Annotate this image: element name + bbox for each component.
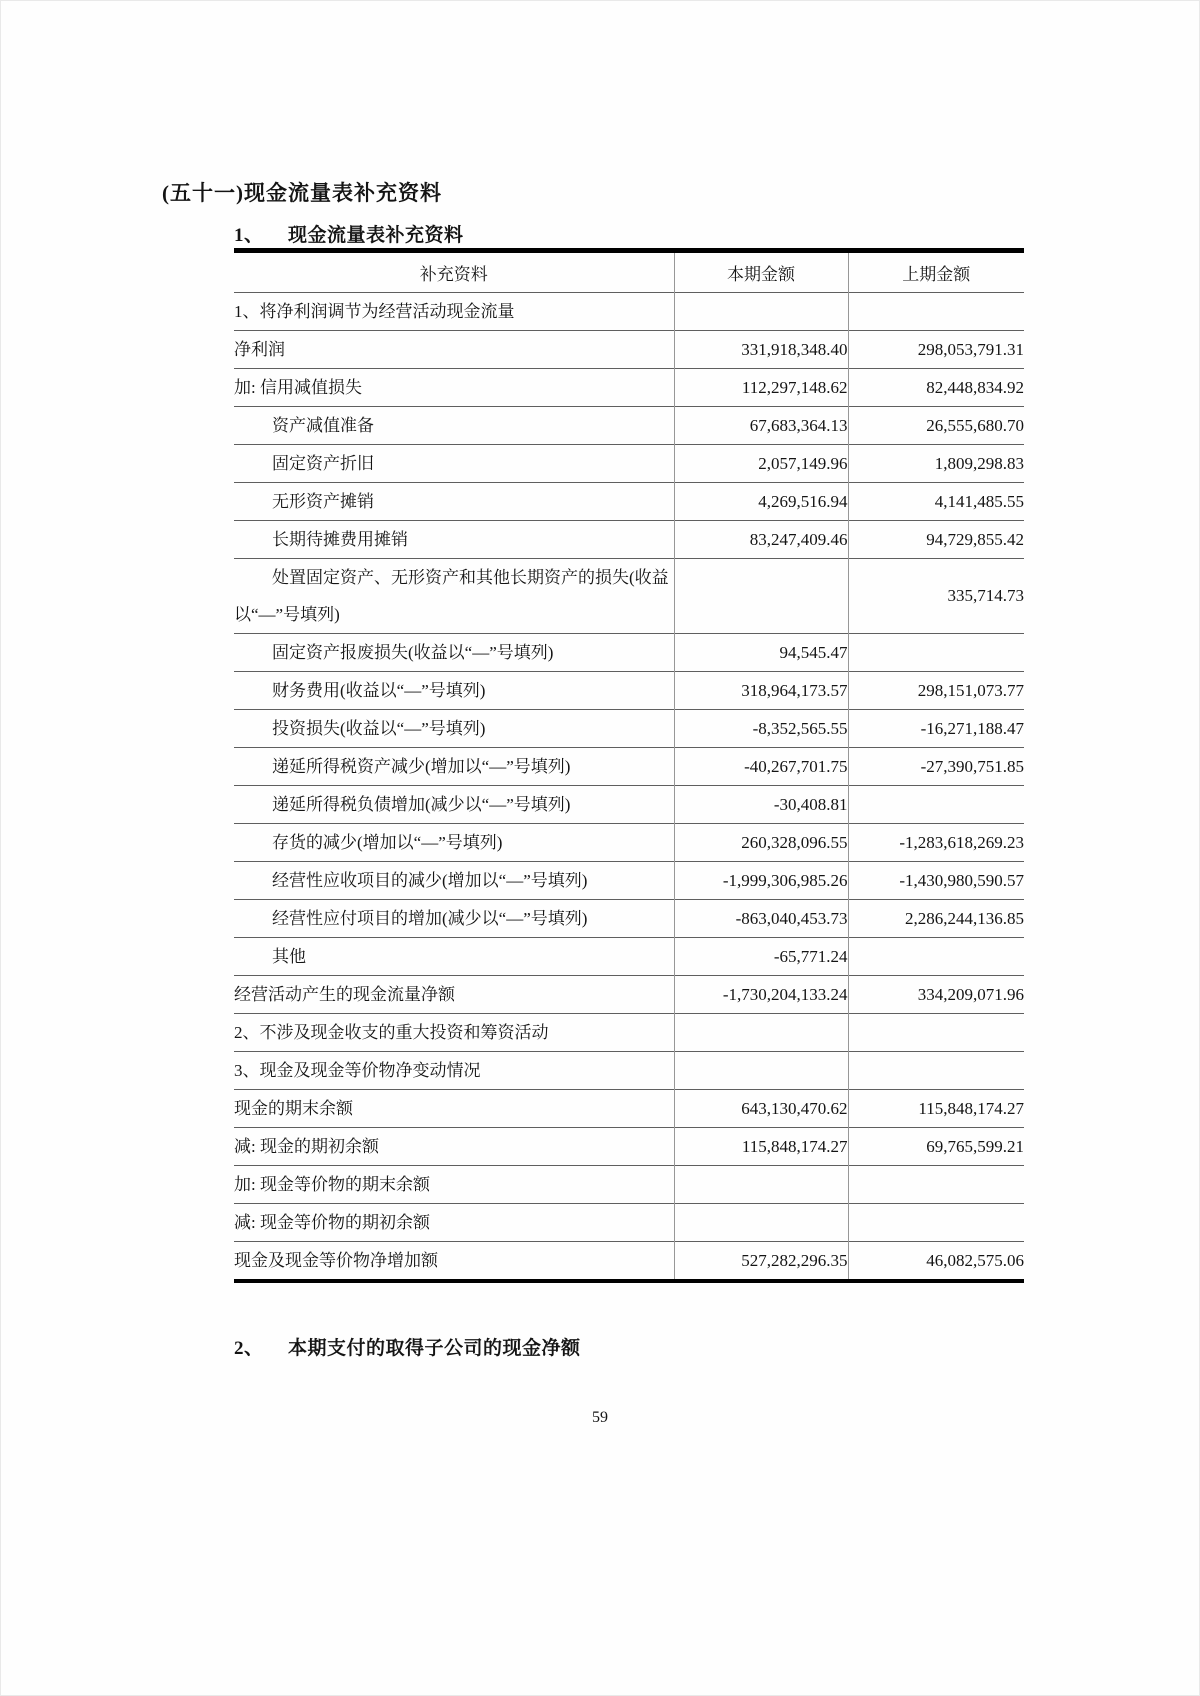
current-period-amount: -863,040,453.73 xyxy=(674,900,848,938)
table-row xyxy=(234,710,1024,748)
row-label: 加: 现金等价物的期末余额 xyxy=(234,1175,430,1194)
row-label: 1、将净利润调节为经营活动现金流量 xyxy=(234,302,515,321)
row-label: 其他 xyxy=(272,947,306,966)
row-label: 长期待摊费用摊销 xyxy=(272,530,408,549)
prior-period-amount: 335,714.73 xyxy=(848,559,1024,634)
row-label: 现金的期末余额 xyxy=(234,1099,353,1118)
prior-period-amount: 4,141,485.55 xyxy=(848,483,1024,521)
prior-period-amount: 2,286,244,136.85 xyxy=(848,900,1024,938)
current-period-amount: -30,408.81 xyxy=(674,786,848,824)
row-label: 递延所得税资产减少(增加以“—”号填列) xyxy=(272,757,571,776)
current-period-amount xyxy=(674,1204,848,1242)
row-label: 递延所得税负债增加(减少以“—”号填列) xyxy=(272,795,571,814)
table-row xyxy=(234,1204,1024,1242)
current-period-amount: 318,964,173.57 xyxy=(674,672,848,710)
prior-period-amount xyxy=(848,1052,1024,1090)
prior-period-amount: 298,053,791.31 xyxy=(848,331,1024,369)
table-row xyxy=(234,976,1024,1014)
table-row xyxy=(234,407,1024,445)
current-period-amount: 83,247,409.46 xyxy=(674,521,848,559)
table-row xyxy=(234,1128,1024,1166)
prior-period-amount: 115,848,174.27 xyxy=(848,1090,1024,1128)
row-label: 加: 信用减值损失 xyxy=(234,378,362,397)
table-row xyxy=(234,1052,1024,1090)
table-row xyxy=(234,1014,1024,1052)
row-label: 处置固定资产、无形资产和其他长期资产的损失(收益以“—”号填列) xyxy=(234,568,669,624)
prior-period-amount: 298,151,073.77 xyxy=(848,672,1024,710)
current-period-amount: 260,328,096.55 xyxy=(674,824,848,862)
prior-period-amount: -16,271,188.47 xyxy=(848,710,1024,748)
table-header-row xyxy=(234,251,1024,293)
current-period-amount xyxy=(674,1052,848,1090)
prior-period-amount: 69,765,599.21 xyxy=(848,1128,1024,1166)
table-row xyxy=(234,938,1024,976)
row-label: 财务费用(收益以“—”号填列) xyxy=(272,681,486,700)
prior-period-amount: -1,283,618,269.23 xyxy=(848,824,1024,862)
current-period-amount: 115,848,174.27 xyxy=(674,1128,848,1166)
row-label: 投资损失(收益以“—”号填列) xyxy=(272,719,486,738)
row-label: 现金及现金等价物净增加额 xyxy=(234,1251,438,1270)
table-row xyxy=(234,862,1024,900)
current-period-amount: 527,282,296.35 xyxy=(674,1242,848,1282)
row-label: 减: 现金等价物的期初余额 xyxy=(234,1213,430,1232)
table-row xyxy=(234,672,1024,710)
current-period-amount: 643,130,470.62 xyxy=(674,1090,848,1128)
table-row xyxy=(234,331,1024,369)
row-label: 存货的减少(增加以“—”号填列) xyxy=(272,833,503,852)
prior-period-amount: 334,209,071.96 xyxy=(848,976,1024,1014)
cash-flow-supplement-table xyxy=(234,248,1024,1283)
subsection-1-number: 1、 xyxy=(234,225,264,246)
row-label: 3、现金及现金等价物净变动情况 xyxy=(234,1061,481,1080)
row-label: 净利润 xyxy=(234,340,285,359)
table-row xyxy=(234,1242,1024,1282)
subsection-1-heading xyxy=(234,220,464,247)
row-label: 经营性应付项目的增加(减少以“—”号填列) xyxy=(272,909,588,928)
prior-period-amount: 82,448,834.92 xyxy=(848,369,1024,407)
column-header-current-period: 本期金额 xyxy=(674,251,848,293)
table-row xyxy=(234,559,1024,634)
current-period-amount: -8,352,565.55 xyxy=(674,710,848,748)
row-label: 资产减值准备 xyxy=(272,416,374,435)
current-period-amount xyxy=(674,1014,848,1052)
subsection-2-title: 本期支付的取得子公司的现金净额 xyxy=(288,1338,581,1359)
current-period-amount: 112,297,148.62 xyxy=(674,369,848,407)
current-period-amount: -1,730,204,133.24 xyxy=(674,976,848,1014)
table-row xyxy=(234,293,1024,331)
row-label: 固定资产报废损失(收益以“—”号填列) xyxy=(272,643,554,662)
column-header-prior-period: 上期金额 xyxy=(848,251,1024,293)
current-period-amount: 2,057,149.96 xyxy=(674,445,848,483)
table-body xyxy=(234,293,1024,1282)
prior-period-amount: 46,082,575.06 xyxy=(848,1242,1024,1282)
prior-period-amount xyxy=(848,1166,1024,1204)
row-label: 固定资产折旧 xyxy=(272,454,374,473)
current-period-amount xyxy=(674,559,848,634)
row-label: 2、不涉及现金收支的重大投资和筹资活动 xyxy=(234,1023,549,1042)
prior-period-amount xyxy=(848,1204,1024,1242)
prior-period-amount: 94,729,855.42 xyxy=(848,521,1024,559)
prior-period-amount: -1,430,980,590.57 xyxy=(848,862,1024,900)
current-period-amount: -40,267,701.75 xyxy=(674,748,848,786)
table-row xyxy=(234,748,1024,786)
table-row xyxy=(234,634,1024,672)
current-period-amount: -65,771.24 xyxy=(674,938,848,976)
prior-period-amount xyxy=(848,938,1024,976)
current-period-amount: 67,683,364.13 xyxy=(674,407,848,445)
current-period-amount: 4,269,516.94 xyxy=(674,483,848,521)
table-row xyxy=(234,786,1024,824)
subsection-1-title: 现金流量表补充资料 xyxy=(288,225,464,246)
column-header-supplement: 补充资料 xyxy=(419,265,488,284)
prior-period-amount: 1,809,298.83 xyxy=(848,445,1024,483)
current-period-amount: 331,918,348.40 xyxy=(674,331,848,369)
prior-period-amount xyxy=(848,634,1024,672)
subsection-2-number: 2、 xyxy=(234,1338,264,1359)
row-label: 经营活动产生的现金流量净额 xyxy=(234,985,455,1004)
page-number: 59 xyxy=(592,1409,608,1426)
current-period-amount: -1,999,306,985.26 xyxy=(674,862,848,900)
prior-period-amount: -27,390,751.85 xyxy=(848,748,1024,786)
table-row xyxy=(234,369,1024,407)
current-period-amount xyxy=(674,1166,848,1204)
row-label: 减: 现金的期初余额 xyxy=(234,1137,379,1156)
section-title: (五十一)现金流量表补充资料 xyxy=(162,181,442,205)
subsection-2-heading xyxy=(234,1333,581,1360)
row-label: 无形资产摊销 xyxy=(272,492,374,511)
current-period-amount xyxy=(674,293,848,331)
table-row xyxy=(234,445,1024,483)
row-label: 经营性应收项目的减少(增加以“—”号填列) xyxy=(272,871,588,890)
current-period-amount: 94,545.47 xyxy=(674,634,848,672)
prior-period-amount xyxy=(848,1014,1024,1052)
table-row xyxy=(234,1166,1024,1204)
table-row xyxy=(234,824,1024,862)
table-row xyxy=(234,521,1024,559)
prior-period-amount xyxy=(848,293,1024,331)
table-row xyxy=(234,483,1024,521)
prior-period-amount xyxy=(848,786,1024,824)
prior-period-amount: 26,555,680.70 xyxy=(848,407,1024,445)
table-row xyxy=(234,1090,1024,1128)
table-row xyxy=(234,900,1024,938)
